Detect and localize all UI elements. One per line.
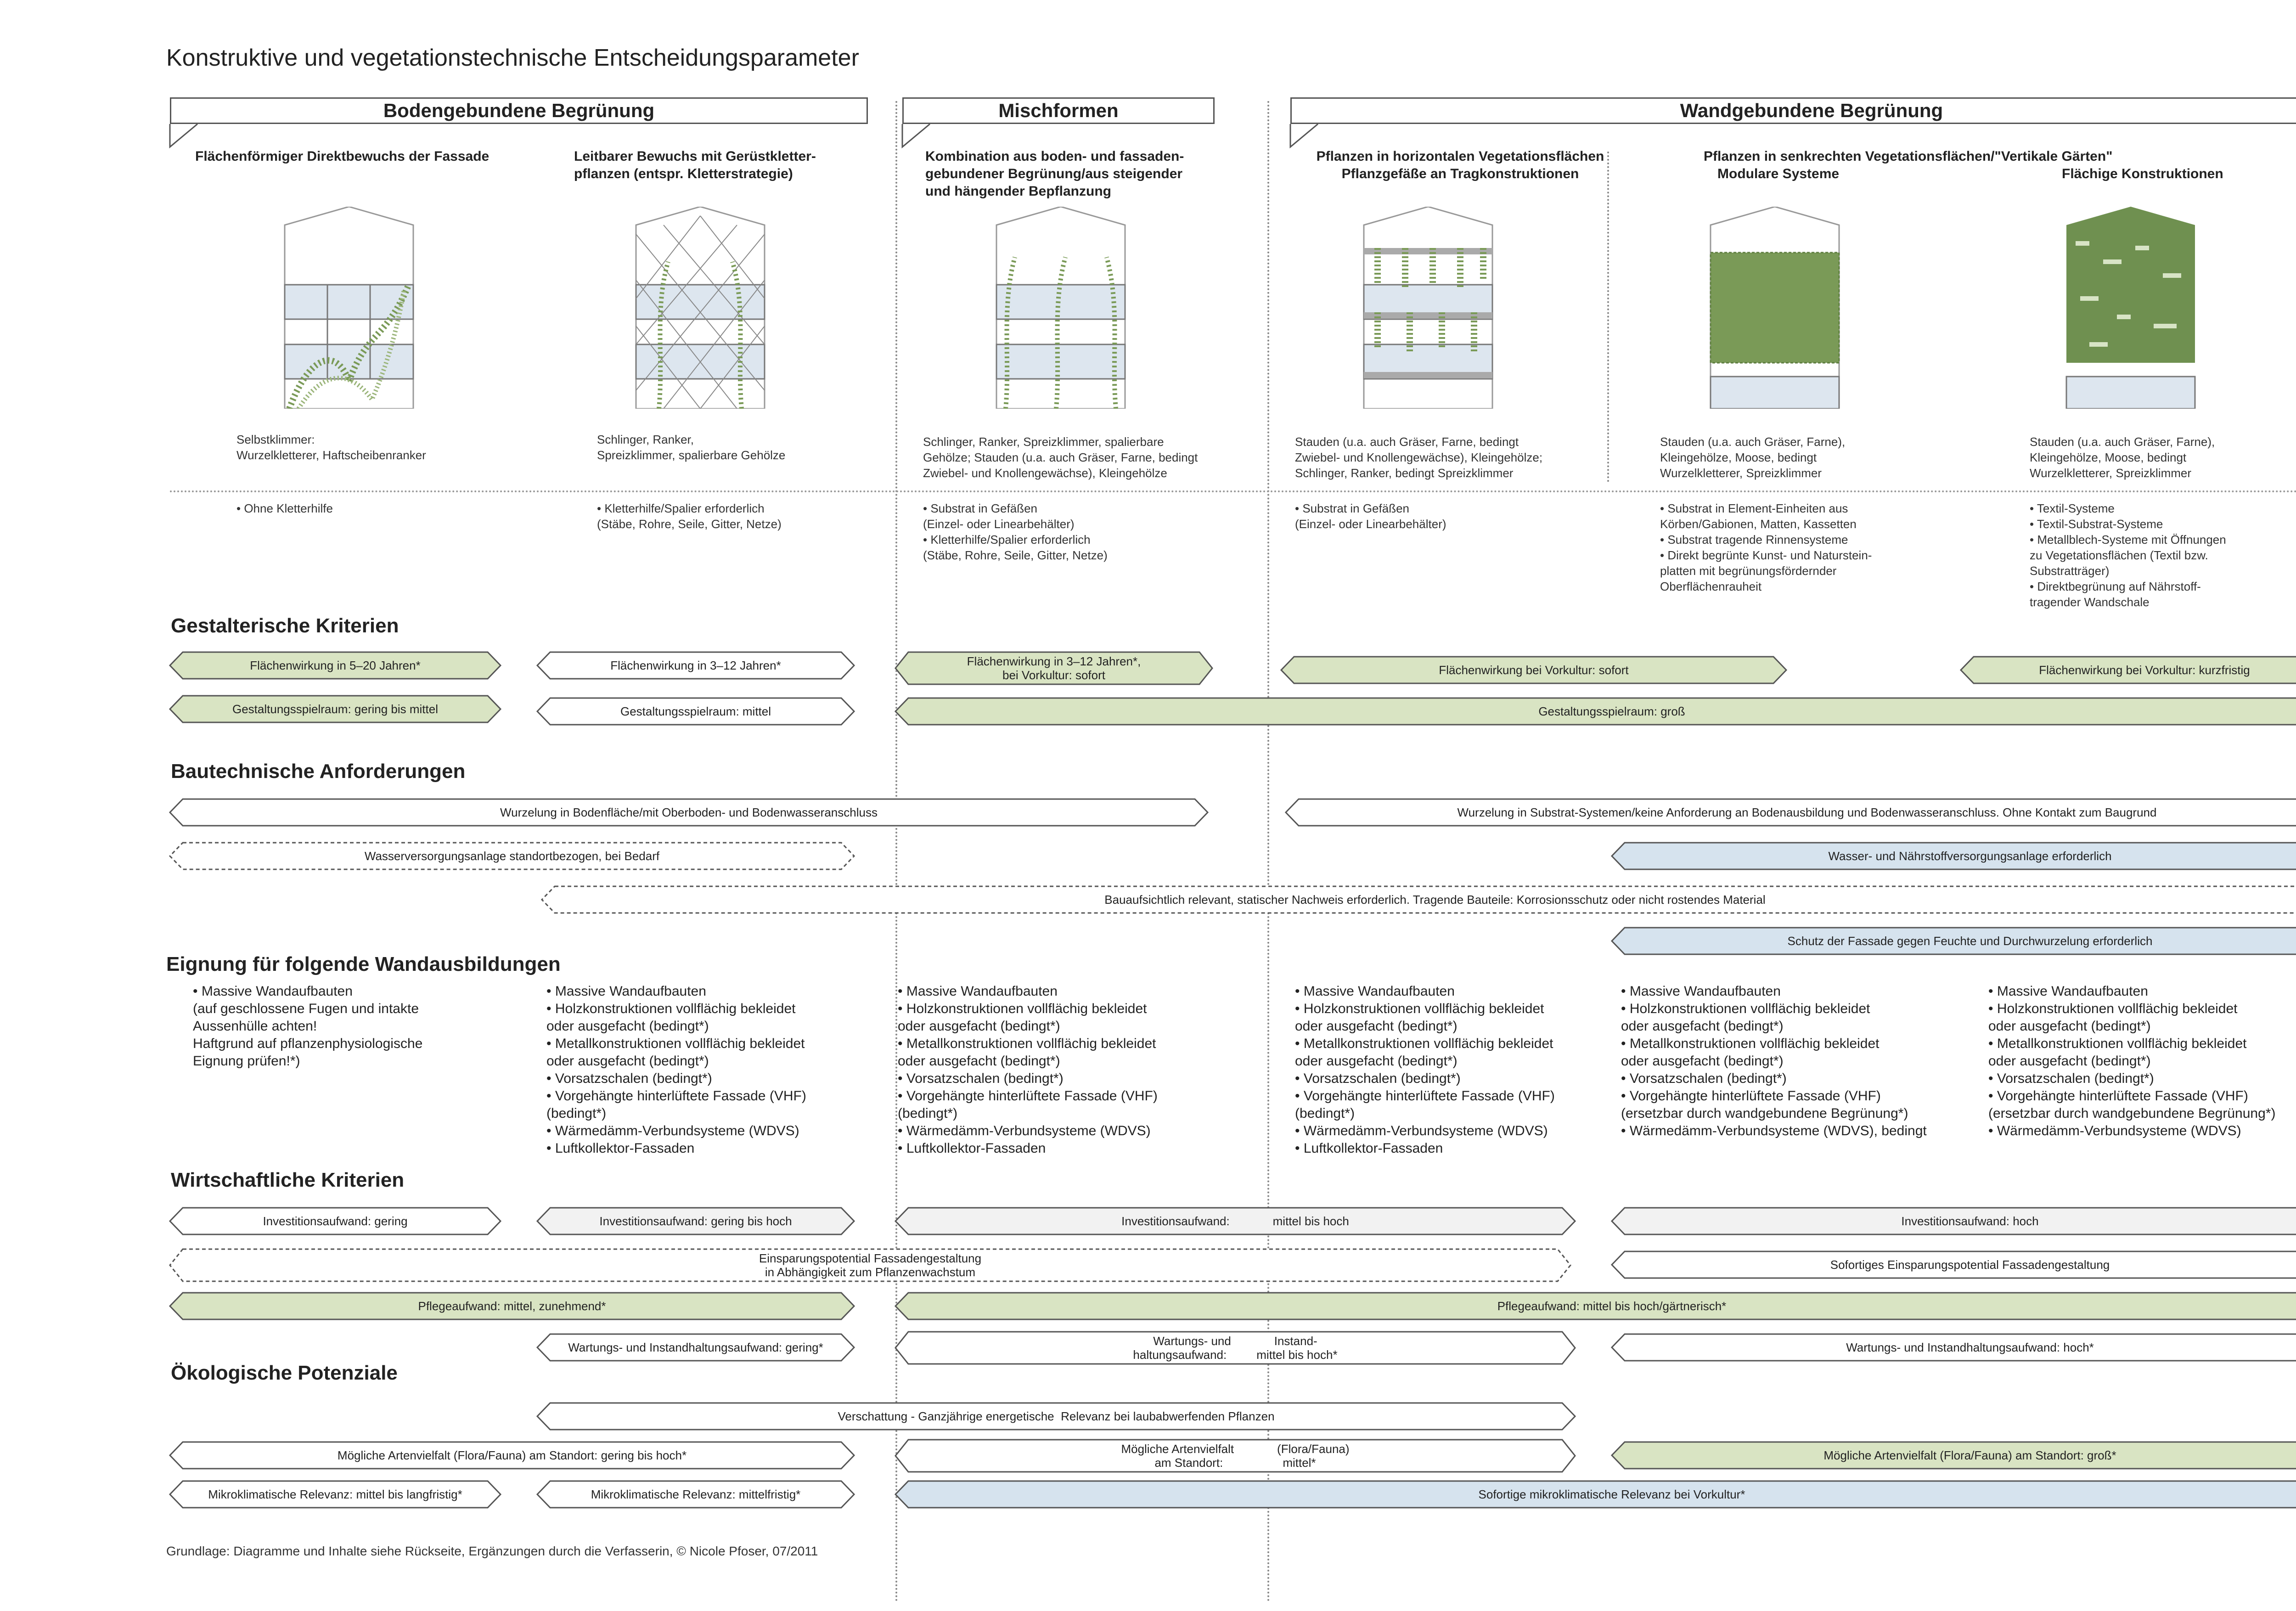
wall-list-col-2: • Massive Wandaufbauten • Holzkonstruktionen vollflächig bekleidet oder ausgefacht (bedingt*) • Metallkonstruktionen vollflächig bekleidet oder ausgefacht (bedingt*) • Vorsatzschalen (bedingt*) • Vorgehängte hinterlüftete Fassade (VHF) (bedingt*) • Wärmedämm-Verbundsysteme (WDVS) • Luftkollektor-Fassaden (546, 984, 806, 1156)
column-header-1: Flächenförmiger Direktbewuchs der Fassade (195, 149, 490, 164)
criteria-arrow-label: Wasserversorgungsanlage standortbezogen, bei Bedarf (364, 849, 660, 863)
plants-col-1: Selbstklimmer: Wurzelkletterer, Haftscheibenranker (236, 433, 426, 462)
criteria-arrow-label: Investitionsaufwand: mittel bis hoch (1121, 1214, 1349, 1228)
criteria-arrow-g1 (170, 652, 501, 679)
criteria-arrow-label: Mikroklimatische Relevanz: mittelfristig* (591, 1487, 801, 1501)
criteria-arrow-o6 (537, 1481, 854, 1508)
column-divider (1607, 152, 1609, 482)
substrate-col-6: • Textil-Systeme • Textil-Substrat-Systeme • Metallblech-Systeme mit Öffnungen zu Vegetationsflächen (Textil bzw. Substratträger) • Direktbegrünung auf Nährstoff- tragender Wandschale (2030, 501, 2226, 609)
section-eignung-wandausbildungen: Eignung für folgende Wandausbildungen (166, 953, 561, 975)
criteria-arrow-label: Flächenwirkung bei Vorkultur: kurzfristig (2039, 663, 2250, 677)
substrate-col-5: • Substrat in Element-Einheiten aus Körben/Gabionen, Matten, Kassetten • Substrat tragende Rinnensysteme • Direkt begrünte Kunst- und Naturstein- platten mit begrünungsfördernder Oberflächenrauheit (1660, 501, 1872, 593)
column-header-3: Kombination aus boden- und fassaden- gebundener Begrünung/aus steigender und hängender Bepflanzung (925, 149, 1184, 199)
criteria-arrow-w9 (537, 1334, 854, 1361)
criteria-arrow-g3 (895, 652, 1212, 684)
criteria-arrow-o5 (170, 1481, 501, 1508)
plants-col-4: Stauden (u.a. auch Gräser, Farne, bedingt Zwiebel- und Knollengewächse), Kleingehölze; Schlinger, Ranker, bedingt Spreizklimmer (1295, 435, 1543, 480)
criteria-arrow-w2 (537, 1208, 854, 1234)
criteria-arrow-b2 (1286, 799, 2296, 826)
column-header-4: Pflanzen in horizontalen Vegetationsflächen Pflanzgefäße an Tragkonstruktionen (1316, 149, 1604, 181)
section-gestalterische-kriterien: Gestalterische Kriterien (171, 614, 399, 637)
criteria-arrow-w11 (1612, 1334, 2296, 1361)
footer-note: Grundlage: Diagramme und Inhalte siehe Rückseite, Ergänzungen durch die Verfasserin, © Nicole Pfoser, 07/2011 (166, 1544, 818, 1558)
criteria-arrow-label: Schutz der Fassade gegen Feuchte und Durchwurzelung erforderlich (1787, 934, 2153, 948)
criteria-arrow-b6 (1612, 928, 2296, 954)
building-illustration-trellis (631, 207, 769, 409)
criteria-arrow-g5 (1961, 657, 2296, 683)
criteria-arrow-b5 (542, 886, 2296, 913)
plants-col-6: Stauden (u.a. auch Gräser, Farne), Kleingehölze, Moose, bedingt Wurzelkletterer, Spreizklimmer (2030, 435, 2215, 480)
criteria-arrow-o3 (895, 1440, 1575, 1472)
criteria-arrow-w5 (170, 1249, 1570, 1281)
plants-col-3: Schlinger, Ranker, Spreizklimmer, spalierbare Gehölze; Stauden (u.a. auch Gräser, Farne, bedingt Zwiebel- und Knollengewächse), Kleingehölze (923, 435, 1198, 480)
criteria-arrow-label: Flächenwirkung in 5–20 Jahren* (250, 659, 421, 672)
criteria-arrow-w1 (170, 1208, 501, 1234)
substrate-col-2: • Kletterhilfe/Spalier erforderlich (Stäbe, Rohre, Seile, Gitter, Netze) (597, 501, 782, 531)
criteria-arrow-label: Bauaufsichtlich relevant, statischer Nachweis erforderlich. Tragende Bauteile: Korrosionsschutz oder nicht rostendes Material (1104, 893, 1766, 907)
criteria-arrow-label: Wurzelung in Bodenfläche/mit Oberboden- und Bodenwasseranschluss (500, 806, 878, 819)
criteria-arrow-g8 (895, 698, 2296, 725)
column-divider (1267, 101, 1269, 1603)
building-illustration-mixed (992, 207, 1130, 409)
column-header-2: Leitbarer Bewuchs mit Gerüstkletter- pflanzen (entspr. Kletterstrategie) (574, 149, 816, 181)
criteria-arrow-o2 (170, 1442, 854, 1469)
criteria-arrow-label: Gestaltungsspielraum: mittel (620, 704, 771, 718)
criteria-arrow-o1 (537, 1403, 1575, 1430)
criteria-arrow-label: Wurzelung in Substrat-Systemen/keine Anforderung an Bodenausbildung und Bodenwasseranschluss. Ohne Kontakt zum Baugrund (1457, 806, 2157, 819)
criteria-arrow-label: Investitionsaufwand: gering bis hoch (599, 1214, 792, 1228)
building-illustration-horizontal (1359, 207, 1497, 409)
criteria-arrow-label: Einsparungspotential Fassadengestaltung in Abhängigkeit zum Pflanzenwachstum (759, 1251, 982, 1279)
substrate-col-1: • Ohne Kletterhilfe (236, 501, 333, 515)
criteria-arrow-label: Gestaltungsspielraum: gering bis mittel (232, 702, 438, 716)
criteria-arrow-w10 (895, 1332, 1575, 1364)
criteria-arrow-label: Investitionsaufwand: hoch (1901, 1214, 2039, 1228)
substrate-col-4: • Substrat in Gefäßen (Einzel- oder Linearbehälter) (1295, 501, 1446, 531)
criteria-arrow-g2 (537, 652, 854, 679)
criteria-arrow-label: Pflegeaufwand: mittel, zunehmend* (418, 1299, 606, 1313)
criteria-arrow-label: Mögliche Artenvielfalt (Flora/Fauna) am Standort: groß* (1823, 1448, 2116, 1462)
substrate-col-3: • Substrat in Gefäßen (Einzel- oder Linearbehälter) • Kletterhilfe/Spalier erforderlich (Stäbe, Rohre, Seile, Gitter, Netze) (923, 501, 1108, 562)
criteria-arrow-label: Wasser- und Nährstoffversorgungsanlage erforderlich (1828, 849, 2112, 863)
wall-list-col-5: • Massive Wandaufbauten • Holzkonstruktionen vollflächig bekleidet oder ausgefacht (bedingt*) • Metallkonstruktionen vollflächig bekleidet oder ausgefacht (bedingt*) • Vorsatzschalen (bedingt*) • Vorgehängte hinterlüftete Fassade (VHF) (ersetzbar durch wandgebundene Begrünung*) • Wärmedämm-Verbundsysteme (WDVS), bedingt (1621, 984, 1927, 1138)
wall-list-col-6: • Massive Wandaufbauten • Holzkonstruktionen vollflächig bekleidet oder ausgefacht (bedingt*) • Metallkonstruktionen vollflächig bekleidet oder ausgefacht (bedingt*) • Vorsatzschalen (bedingt*) • Vorgehängte hinterlüftete Fassade (VHF) (ersetzbar durch wandgebundene Begrünung*) • Wärmedämm-Verbundsysteme (WDVS) (1988, 984, 2276, 1138)
criteria-arrow-label: Wartungs- und Instand- haltungsaufwand: mittel bis hoch* (1133, 1334, 1338, 1362)
criteria-arrow-w3 (895, 1208, 1575, 1234)
banner-bodengebunden: Bodengebundene Begrünung (170, 97, 868, 124)
section-oekologische-potenziale: Ökologische Potenziale (171, 1362, 398, 1384)
criteria-arrow-label: Mögliche Artenvielfalt (Flora/Fauna) am Standort: gering bis hoch* (337, 1448, 687, 1462)
criteria-arrow-label: Flächenwirkung in 3–12 Jahren*, bei Vorkultur: sofort (967, 654, 1141, 682)
senkrecht-header: Pflanzen in senkrechten Vegetationsflächen/"Vertikale Gärten" (1704, 149, 2113, 164)
criteria-arrow-label: Flächenwirkung in 3–12 Jahren* (610, 659, 781, 672)
criteria-arrow-label: Sofortige mikroklimatische Relevanz bei Vorkultur* (1478, 1487, 1745, 1501)
criteria-arrow-o7 (895, 1481, 2296, 1508)
banner-wandgebunden: Wandgebundene Begrünung (1290, 97, 2296, 124)
banner-mischformen: Mischformen (902, 97, 1215, 124)
building-illustration-direct (280, 207, 418, 409)
criteria-arrow-b1 (170, 799, 1208, 826)
page-title: Konstruktive und vegetationstechnische Entscheidungsparameter (166, 45, 859, 71)
column-header-6: Flächige Konstruktionen (2062, 166, 2223, 181)
section-wirtschaftliche-kriterien: Wirtschaftliche Kriterien (171, 1169, 405, 1191)
criteria-arrow-label: Wartungs- und Instandhaltungsaufwand: hoch* (1846, 1341, 2094, 1354)
criteria-arrow-label: Mögliche Artenvielfalt (Flora/Fauna) am Standort: mittel* (1121, 1442, 1350, 1470)
criteria-arrow-o4 (1612, 1442, 2296, 1469)
wall-list-col-3: • Massive Wandaufbauten • Holzkonstruktionen vollflächig bekleidet oder ausgefacht (bedingt*) • Metallkonstruktionen vollflächig bekleidet oder ausgefacht (bedingt*) • Vorsatzschalen (bedingt*) • Vorgehängte hinterlüftete Fassade (VHF) (bedingt*) • Wärmedämm-Verbundsysteme (WDVS) • Luftkollektor-Fassaden (898, 984, 1158, 1156)
criteria-arrow-label: Flächenwirkung bei Vorkultur: sofort (1439, 663, 1629, 677)
criteria-arrow-w4 (1612, 1208, 2296, 1234)
criteria-arrow-g4 (1281, 657, 1786, 683)
criteria-arrow-label: Mikroklimatische Relevanz: mittel bis langfristig* (208, 1487, 462, 1501)
divider-line (170, 490, 2296, 492)
criteria-arrow-label: Verschattung - Ganzjährige energetische Relevanz bei laubabwerfenden Pflanzen (838, 1409, 1275, 1423)
criteria-arrow-b3 (170, 843, 854, 869)
criteria-arrow-label: Pflegeaufwand: mittel bis hoch/gärtnerisch* (1497, 1299, 1727, 1313)
column-divider (895, 101, 897, 1603)
plants-col-5: Stauden (u.a. auch Gräser, Farne), Kleingehölze, Moose, bedingt Wurzelkletterer, Spreizklimmer (1660, 435, 1846, 480)
wall-list-col-1: • Massive Wandaufbauten (auf geschlossene Fugen und intakte Aussenhülle achten! Haftgrund auf pflanzenphysiologische Eignung prüfen!*) (193, 984, 423, 1069)
section-bautechnische-anforderungen: Bautechnische Anforderungen (171, 760, 466, 783)
criteria-arrow-w6 (1612, 1251, 2296, 1278)
criteria-arrow-g6 (170, 696, 501, 722)
criteria-arrow-label: Sofortiges Einsparungspotential Fassadengestaltung (1830, 1258, 2110, 1272)
criteria-arrow-g7 (537, 698, 854, 725)
criteria-arrow-w7 (170, 1293, 854, 1319)
wall-list-col-4: • Massive Wandaufbauten • Holzkonstruktionen vollflächig bekleidet oder ausgefacht (bedingt*) • Metallkonstruktionen vollflächig bekleidet oder ausgefacht (bedingt*) • Vorsatzschalen (bedingt*) • Vorgehängte hinterlüftete Fassade (VHF) (bedingt*) • Wärmedämm-Verbundsysteme (WDVS) • Luftkollektor-Fassaden (1295, 984, 1555, 1156)
criteria-arrow-label: Wartungs- und Instandhaltungsaufwand: gering* (568, 1341, 823, 1354)
building-illustration-modular (1706, 207, 1844, 409)
column-header-5: Modulare Systeme (1717, 166, 1840, 181)
criteria-arrow-label: Gestaltungsspielraum: groß (1538, 704, 1685, 718)
criteria-arrow-b4 (1612, 843, 2296, 869)
plants-col-2: Schlinger, Ranker, Spreizklimmer, spalierbare Gehölze (597, 433, 786, 462)
criteria-arrow-w8 (895, 1293, 2296, 1319)
criteria-arrow-label: Investitionsaufwand: gering (263, 1214, 408, 1228)
building-illustration-flat (2062, 207, 2200, 409)
